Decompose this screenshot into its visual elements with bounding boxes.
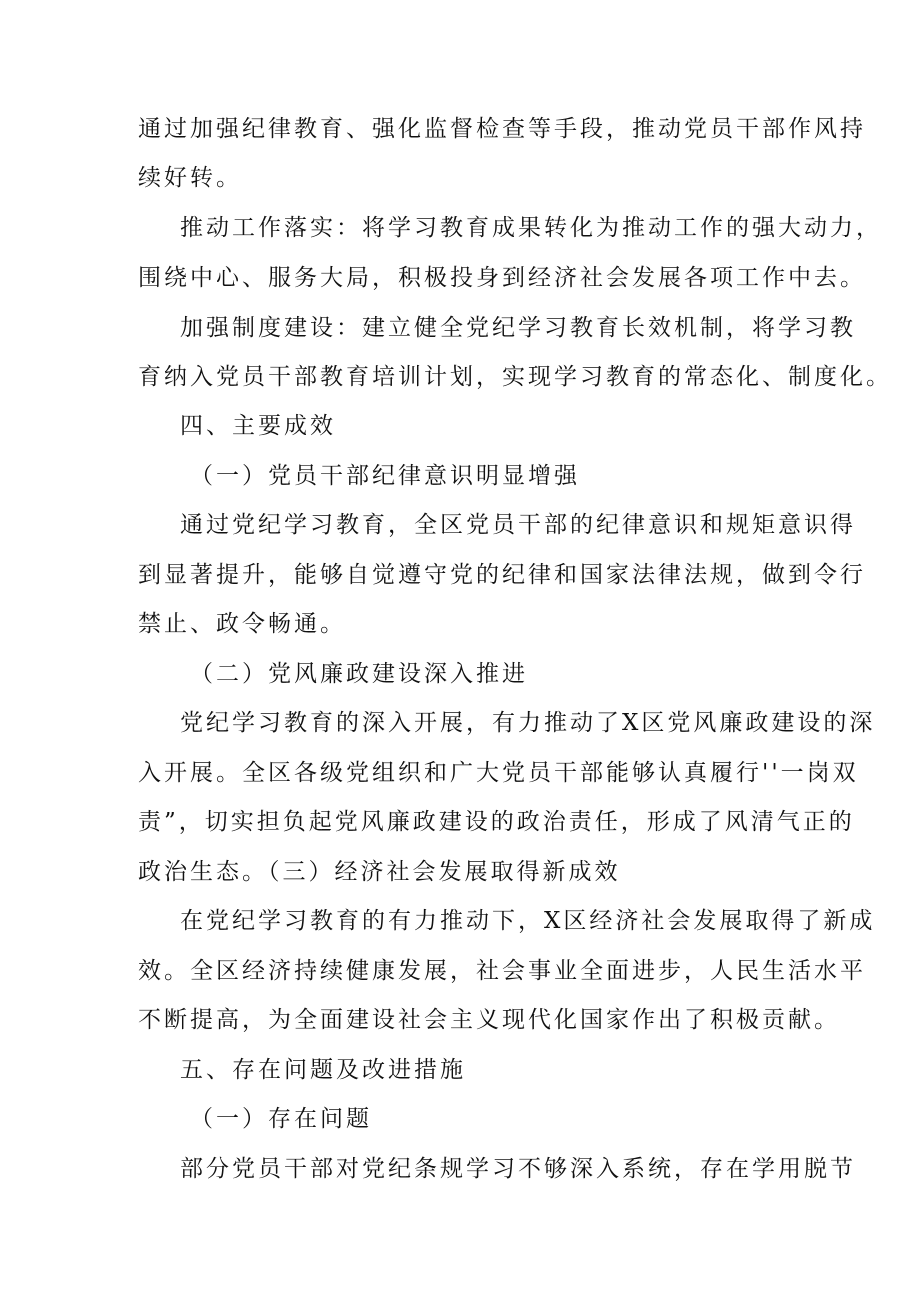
paragraph-line: 党纪学习教育的深入开展，有力推动了X区党风廉政建设的深 xyxy=(180,710,876,736)
subsection-heading: （二）党风廉政建设深入推进 xyxy=(190,661,528,687)
paragraph-line: 围绕中心、服务大局，积极投身到经济社会发展各项工作中去。 xyxy=(138,265,866,291)
paragraph-line: 续好转。 xyxy=(138,165,242,191)
paragraph-line: 效。全区经济持续健康发展，社会事业全面进步，人民生活水平 xyxy=(138,958,866,984)
paragraph-line: 在党纪学习教育的有力推动下，X区经济社会发展取得了新成 xyxy=(180,908,876,934)
paragraph-line: 推动工作落实：将学习教育成果转化为推动工作的强大动力， xyxy=(180,215,882,241)
subsection-heading: （一）党员干部纪律意识明显增强 xyxy=(190,463,580,489)
paragraph-line: 禁止、政令畅通。 xyxy=(138,611,346,637)
paragraph-line: 加强制度建设：建立健全党纪学习教育长效机制，将学习教 xyxy=(180,315,856,341)
paragraph-line: 责”，切实担负起党风廉政建设的政治责任，形成了风清气正的 xyxy=(138,809,855,835)
paragraph-line: 通过加强纪律教育、强化监督检查等手段，推动党员干部作风持 xyxy=(138,116,866,142)
paragraph-line: 政治生态。（三）经济社会发展取得新成效 xyxy=(138,859,621,885)
section-heading: 五、存在问题及改进措施 xyxy=(180,1057,466,1083)
subsection-heading: （一）存在问题 xyxy=(190,1106,372,1132)
paragraph-line: 不断提高，为全面建设社会主义现代化国家作出了积极贡献。 xyxy=(138,1007,840,1033)
paragraph-line: 通过党纪学习教育，全区党员干部的纪律意识和规矩意识得 xyxy=(180,512,856,538)
paragraph-line: 育纳入党员干部教育培训计划，实现学习教育的常态化、制度化。 xyxy=(138,364,892,390)
paragraph-line: 到显著提升，能够自觉遵守党的纪律和国家法律法规，做到令行 xyxy=(138,562,866,588)
section-heading: 四、主要成效 xyxy=(180,413,336,439)
paragraph-line: 入开展。全区各级党组织和广大党员干部能够认真履行''一岗双 xyxy=(138,760,859,786)
paragraph-line: 部分党员干部对党纪条规学习不够深入系统，存在学用脱节 xyxy=(180,1156,856,1182)
